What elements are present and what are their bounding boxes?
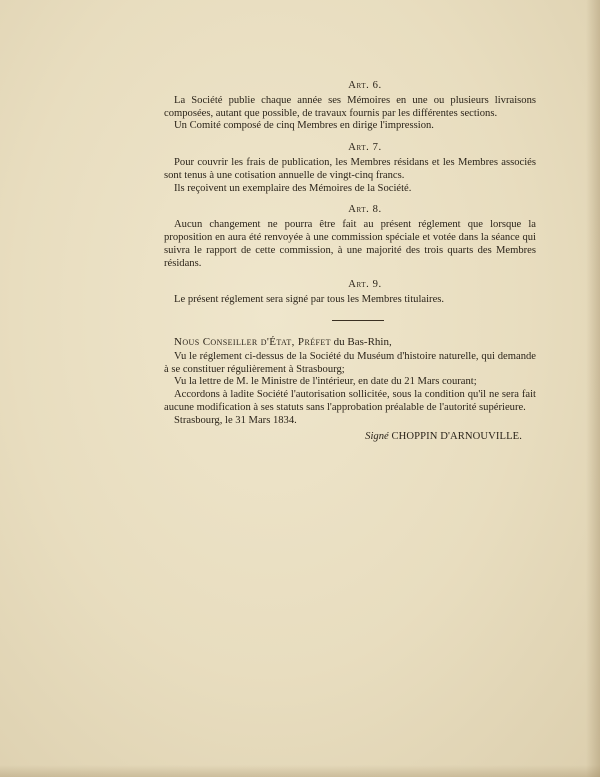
article-8 xyxy=(164,204,536,270)
prefect-decree xyxy=(164,336,536,443)
signature-line xyxy=(164,431,536,444)
article-heading: Art. 6. xyxy=(348,80,382,91)
article-7 xyxy=(164,142,536,195)
decree-paragraph: Accordons à ladite Société l'autorisation sollicitée, sous la condition qu'il ne sera fait aucune modification à ses statuts sans l'approbation préalable de l'autorité supérieure. xyxy=(164,389,536,413)
article-paragraph: La Société publie chaque année ses Mémoires en une ou plusieurs livraisons composées, autant que possible, de travaux fournis par les différentes sections. xyxy=(164,94,536,119)
page-bottom-shadow xyxy=(0,765,600,777)
decree-heading xyxy=(164,336,536,349)
decree-paragraph: Vu la lettre de M. le Ministre de l'intérieur, en date du 21 Mars courant; xyxy=(174,376,477,388)
article-heading: Art. 9. xyxy=(348,279,382,291)
signature-name: CHOPPIN D'ARNOUVILLE. xyxy=(388,430,522,442)
decree-date: Strasbourg, le 31 Mars 1834. xyxy=(174,414,297,426)
body-text xyxy=(164,80,536,443)
article-paragraph: Ils reçoivent un exemplaire des Mémoires de la Société. xyxy=(174,182,412,194)
article-paragraph: Pour couvrir les frais de publication, les Membres résidans et les Membres associés sont tenus à une cotisation annuelle de vingt-cinq francs. xyxy=(164,156,536,181)
decree-paragraph: Vu le réglement ci-dessus de la Société du Muséum d'histoire naturelle, qui demande à se constituer régulièrement à Strasbourg; xyxy=(164,350,536,375)
article-9 xyxy=(164,279,536,307)
decree-heading-region: du Bas-Rhin, xyxy=(330,335,392,348)
article-paragraph: Aucun changement ne pourra être fait au présent réglement que lorsque la proposition en aura été renvoyée à une commission spéciale et votée dans la séance qui suivra le rapport de cette commission, à une majorité des trois quarts des Membres résidans. xyxy=(164,219,536,269)
decree-heading-title: Nous Conseiller d'État, Préfet xyxy=(174,335,331,348)
section-divider xyxy=(332,320,384,321)
article-6 xyxy=(164,80,536,133)
page-edge-shadow xyxy=(586,0,600,777)
signature-label: Signé xyxy=(365,430,389,442)
article-paragraph: Le présent réglement sera signé par tous les Membres titulaires. xyxy=(174,294,445,306)
article-heading: Art. 7. xyxy=(348,142,382,154)
article-paragraph: Un Comité composé de cinq Membres en dirige l'impression. xyxy=(174,120,434,132)
article-heading: Art. 8. xyxy=(348,204,382,216)
